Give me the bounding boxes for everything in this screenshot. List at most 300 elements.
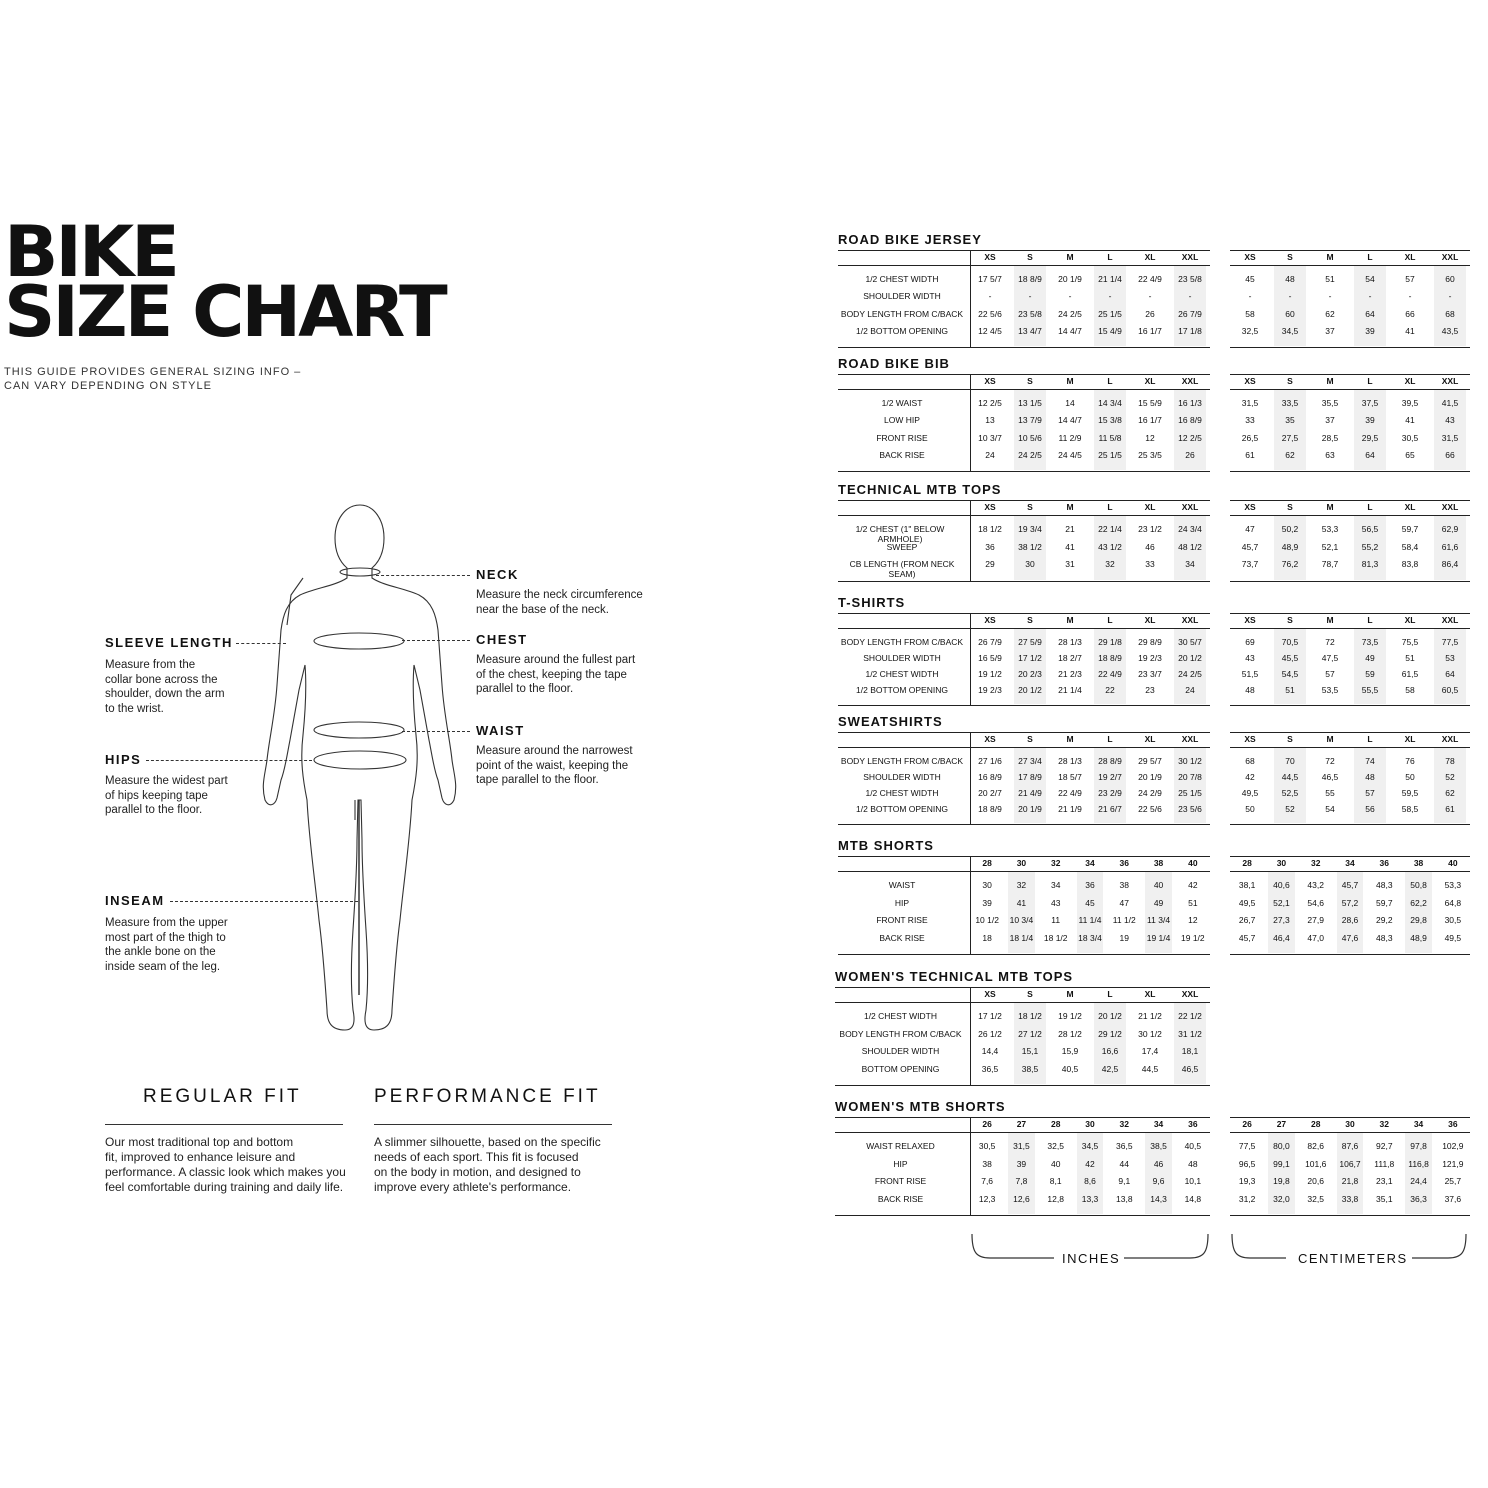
size-header: XXL: [1181, 615, 1199, 625]
table-cell-cm: 96,5: [1238, 1158, 1256, 1169]
table-cell-cm: 45,5: [1281, 653, 1299, 663]
table-rule: [1230, 374, 1470, 375]
table-cell-cm: 27,9: [1307, 915, 1324, 925]
table-cell-cm: 37: [1325, 325, 1335, 336]
table-cell-inches: 24 2/5: [1058, 308, 1082, 319]
table-cell-cm: 57: [1325, 669, 1335, 679]
sleeve-length-description: Measure from the collar bone across the shoulder, down the arm to the wrist.: [105, 659, 225, 715]
table-cell-inches: 16 1/3: [1178, 398, 1202, 408]
table-cell-inches: 17 1/2: [978, 1011, 1002, 1021]
table-cell-cm: 65: [1405, 449, 1415, 460]
waist-label: WAIST: [476, 723, 525, 738]
table-cell-inches: 16 8/9: [978, 772, 1002, 782]
table-cell-inches: 32: [1016, 880, 1027, 890]
table-cell-cm: 50: [1405, 772, 1415, 782]
page-title: [4, 211, 445, 353]
table-cell-inches: 38,5: [1150, 1141, 1167, 1151]
table-rule: [835, 1085, 1210, 1086]
table-cell-cm: 35: [1285, 415, 1295, 426]
table-rule: [1230, 1117, 1470, 1118]
table-cell-inches: 11 2/9: [1058, 432, 1082, 443]
table-row-label: HIP: [894, 897, 910, 908]
subtitle-line-2: CAN VARY DEPENDING ON STYLE: [4, 380, 212, 392]
size-header: 34: [1413, 1119, 1424, 1129]
size-header: 27: [1016, 1119, 1027, 1129]
table-cell-cm: 58,4: [1401, 541, 1419, 552]
size-header: XXL: [1441, 502, 1459, 512]
table-cell-inches: 26 1/2: [978, 1028, 1002, 1039]
table-cell-inches: 18 8/9: [1018, 274, 1042, 284]
table-cell-inches: 38 1/2: [1018, 541, 1042, 552]
table-cell-inches: 42: [1085, 1158, 1095, 1169]
table-cell-inches: 14,3: [1150, 1193, 1167, 1204]
table-rule: [838, 374, 1210, 375]
table-cell-inches: 18 8/9: [1098, 653, 1122, 663]
table-cell-cm: -: [1328, 291, 1332, 302]
table-cell-cm: 73,5: [1361, 637, 1379, 647]
table-cell-inches: 12 2/5: [978, 398, 1002, 408]
table-cell-cm: 59: [1365, 669, 1375, 679]
table-cell-cm: 59,7: [1401, 524, 1419, 534]
table-cell-cm: 101,6: [1305, 1158, 1327, 1169]
table-cell-cm: 55: [1325, 788, 1335, 798]
table-cell-inches: 14 4/7: [1058, 325, 1082, 336]
table-cell-cm: 38,1: [1238, 880, 1256, 890]
table-cell-inches: 19 1/4: [1146, 932, 1171, 943]
table-cell-inches: 10 3/4: [1009, 915, 1034, 925]
table-cell-inches: 23 5/6: [1178, 804, 1202, 814]
size-header: 28: [982, 858, 992, 868]
inseam-label: INSEAM: [105, 893, 165, 908]
table-cell-inches: 22: [1105, 685, 1115, 695]
table-cell-cm: 77,5: [1441, 637, 1459, 647]
table-cell-inches: 21 1/9: [1058, 804, 1082, 814]
table-row-label: 1/2 CHEST WIDTH: [865, 669, 939, 679]
table-cell-inches: 30 5/7: [1178, 637, 1202, 647]
size-header: XL: [1404, 734, 1416, 744]
table-cell-inches: 16 1/7: [1138, 415, 1162, 426]
size-header: M: [1066, 376, 1074, 386]
table-cell-inches: -: [1068, 291, 1072, 302]
table-row-label: FRONT RISE: [874, 1176, 927, 1186]
table-cell-inches: 13 4/7: [1018, 325, 1042, 336]
size-header: 34: [1345, 858, 1355, 868]
size-header: XXL: [1441, 252, 1459, 262]
size-header: L: [1107, 252, 1113, 262]
table-cell-cm: 97,8: [1410, 1141, 1427, 1151]
size-header: 34: [1085, 858, 1095, 868]
table-cell-cm: 57: [1405, 274, 1415, 284]
table-cell-inches: 24: [1185, 685, 1195, 695]
table-cell-inches: 13: [985, 415, 995, 426]
table-cell-inches: 14: [1065, 398, 1075, 408]
table-cell-inches: 36,5: [1116, 1141, 1133, 1151]
table-cell-cm: 66: [1445, 449, 1455, 460]
table-cell-cm: 43: [1445, 415, 1455, 426]
table-cell-inches: 25 3/5: [1138, 449, 1162, 460]
table-cell-inches: 14,4: [981, 1046, 999, 1056]
table-cell-inches: 20 7/8: [1178, 772, 1202, 782]
table-cell-inches: 19 2/3: [1138, 653, 1162, 663]
table-cell-cm: 35,5: [1321, 398, 1339, 408]
table-cell-cm: 43,2: [1307, 880, 1324, 890]
table-cell-inches: 34: [1185, 559, 1195, 569]
table-cell-inches: 9,6: [1152, 1176, 1165, 1186]
table-cell-cm: 80,0: [1273, 1141, 1290, 1151]
table-cell-inches: 20 2/7: [978, 788, 1002, 798]
table-cell-cm: 45,7: [1341, 880, 1359, 890]
table-cell-cm: 51: [1285, 685, 1295, 695]
table-cell-inches: 42: [1188, 880, 1198, 890]
table-cell-inches: 34,5: [1081, 1141, 1099, 1151]
inseam-leader: [170, 901, 358, 902]
table-cell-inches: 48 1/2: [1178, 541, 1202, 552]
table-cell-cm: 63: [1325, 449, 1335, 460]
size-header: 38: [1413, 858, 1424, 868]
neck-leader: [376, 575, 470, 576]
table-cell-cm: 27,5: [1281, 432, 1299, 443]
table-cell-inches: 23 3/7: [1138, 669, 1162, 679]
table-cell-inches: 40: [1153, 880, 1164, 890]
size-header: XXL: [1181, 252, 1199, 262]
table-cell-cm: -: [1288, 291, 1292, 302]
size-header: S: [1287, 252, 1293, 262]
table-cell-cm: 24,4: [1410, 1176, 1427, 1186]
size-header: 28: [1050, 1119, 1061, 1129]
size-header: 36: [1448, 1119, 1458, 1129]
size-header: XXL: [1181, 989, 1199, 999]
table-cell-inches: 22 1/4: [1098, 524, 1122, 534]
table-cell-cm: 49,5: [1241, 788, 1259, 798]
table-cell-cm: 41: [1405, 325, 1415, 336]
table-cell-inches: 22 4/9: [1098, 669, 1122, 679]
table-title: WOMEN'S TECHNICAL MTB TOPS: [835, 969, 1074, 984]
table-cell-cm: 45: [1245, 274, 1255, 284]
size-header: XS: [1244, 502, 1256, 512]
table-cell-inches: 21 4/9: [1018, 788, 1042, 798]
table-cell-inches: 19 1/2: [1058, 1011, 1082, 1021]
table-cell-inches: 31 1/2: [1178, 1028, 1202, 1039]
table-cell-cm: 43: [1245, 653, 1255, 663]
table-cell-inches: 23 2/9: [1098, 788, 1122, 798]
table-cell-inches: 25 1/5: [1098, 449, 1122, 460]
table-cell-cm: 37: [1325, 415, 1335, 426]
hips-leader: [146, 760, 312, 761]
table-cell-inches: 21 1/2: [1138, 1011, 1162, 1021]
table-cell-inches: 22 5/6: [978, 308, 1002, 319]
table-rule: [838, 954, 1210, 955]
table-cell-cm: 31,5: [1241, 398, 1259, 408]
size-header: 30: [1085, 1119, 1095, 1129]
size-header: 40: [1448, 858, 1458, 868]
table-cell-cm: 68: [1245, 756, 1255, 766]
table-cell-cm: 52: [1285, 804, 1295, 814]
table-cell-cm: 33: [1245, 415, 1255, 426]
chest-description: Measure around the fullest part of the chest, keeping the tape parallel to the floor.: [476, 654, 636, 695]
table-cell-inches: 20 1/9: [1138, 772, 1162, 782]
table-cell-inches: 23 5/8: [1018, 308, 1042, 319]
table-cell-cm: 55,2: [1361, 541, 1379, 552]
table-rule: [838, 613, 1210, 614]
table-cell-cm: 62: [1445, 788, 1455, 798]
table-cell-cm: 87,6: [1341, 1141, 1359, 1151]
table-cell-inches: 14 3/4: [1098, 398, 1122, 408]
size-header: XS: [984, 615, 996, 625]
table-cell-inches: 24: [985, 449, 995, 460]
table-cell-inches: 18 1/2: [1018, 1011, 1042, 1021]
table-cell-inches: 15 5/9: [1138, 398, 1162, 408]
table-cell-cm: 37,5: [1361, 398, 1379, 408]
table-cell-inches: 34: [1050, 880, 1061, 890]
table-cell-cm: 48: [1365, 772, 1375, 782]
size-header: M: [1326, 252, 1334, 262]
table-cell-inches: 30 1/2: [1138, 1028, 1162, 1039]
table-cell-cm: 92,7: [1376, 1141, 1393, 1151]
table-cell-cm: 26,7: [1238, 915, 1256, 925]
table-cell-cm: 60: [1285, 308, 1295, 319]
table-cell-inches: 29 5/7: [1138, 756, 1162, 766]
size-header: XS: [984, 734, 996, 744]
table-cell-cm: 32,0: [1273, 1193, 1290, 1204]
table-cell-inches: 44: [1119, 1158, 1130, 1169]
table-cell-inches: 29 1/8: [1098, 637, 1122, 647]
table-cell-cm: 54: [1325, 804, 1335, 814]
table-cell-cm: 61: [1445, 804, 1455, 814]
table-cell-cm: 28,5: [1321, 432, 1339, 443]
table-cell-inches: 12: [1145, 432, 1155, 443]
table-cell-inches: 21 2/3: [1058, 669, 1082, 679]
table-cell-inches: 39: [1016, 1158, 1027, 1169]
table-cell-cm: 83,8: [1401, 559, 1419, 569]
table-cell-inches: 18: [982, 932, 992, 943]
table-cell-cm: 58: [1245, 308, 1255, 319]
table-cell-cm: 51,5: [1241, 669, 1259, 679]
table-cell-cm: 51: [1405, 653, 1415, 663]
table-rule: [838, 471, 1210, 472]
table-cell-inches: 21 1/4: [1098, 274, 1122, 284]
table-cell-cm: 53,5: [1321, 685, 1339, 695]
table-rule: [838, 705, 1210, 706]
table-cell-inches: 31: [1065, 559, 1075, 569]
table-cell-inches: 19 1/2: [1181, 932, 1205, 943]
table-cell-inches: 49: [1153, 897, 1164, 908]
table-cell-inches: 15,9: [1061, 1046, 1079, 1056]
table-rule: [835, 1117, 1210, 1118]
table-cell-inches: -: [988, 291, 992, 302]
table-cell-inches: 44,5: [1141, 1063, 1159, 1074]
table-cell-inches: 26 7/9: [978, 637, 1002, 647]
size-header: L: [1367, 502, 1373, 512]
size-header: M: [1066, 252, 1074, 262]
size-header: XL: [1404, 502, 1416, 512]
size-header: 32: [1050, 858, 1061, 868]
table-cell-inches: 11 5/8: [1098, 432, 1122, 443]
table-cell-cm: 44,5: [1281, 772, 1299, 782]
table-cell-cm: 81,3: [1361, 559, 1379, 569]
table-row-label: 1/2 CHEST WIDTH: [865, 788, 939, 798]
sleeve-length-leader: [236, 643, 286, 644]
table-cell-cm: 48: [1245, 685, 1255, 695]
table-row-label: FRONT RISE: [876, 432, 928, 443]
table-cell-inches: 29: [985, 559, 995, 569]
table-cell-cm: 54,6: [1307, 897, 1324, 908]
table-cell-inches: 27 1/2: [1018, 1028, 1042, 1039]
table-row-label: 1/2 CHEST WIDTH: [865, 274, 939, 284]
table-cell-cm: 50,2: [1281, 524, 1299, 534]
table-cell-inches: 16,6: [1101, 1046, 1119, 1056]
table-title: WOMEN'S MTB SHORTS: [835, 1099, 1006, 1114]
table-cell-inches: 40: [1050, 1158, 1061, 1169]
table-cell-cm: 42: [1245, 772, 1255, 782]
table-cell-cm: 57: [1365, 788, 1375, 798]
table-cell-cm: -: [1448, 291, 1452, 302]
table-cell-cm: 47,0: [1307, 932, 1324, 943]
size-header: S: [1287, 376, 1293, 386]
table-cell-cm: 48,3: [1376, 880, 1393, 890]
table-cell-cm: 39: [1365, 415, 1375, 426]
size-header: L: [1107, 502, 1113, 512]
table-cell-inches: 28 1/3: [1058, 756, 1082, 766]
table-cell-inches: 9,1: [1118, 1176, 1131, 1186]
table-cell-inches: 39: [982, 897, 992, 908]
table-cell-cm: 76: [1405, 756, 1415, 766]
table-cell-cm: 47: [1245, 524, 1255, 534]
table-row-label: 1/2 BOTTOM OPENING: [856, 685, 948, 695]
table-rule: [1230, 250, 1470, 251]
table-cell-cm: 53,3: [1321, 524, 1339, 534]
table-cell-inches: 19 2/3: [978, 685, 1002, 695]
size-header: XXL: [1441, 734, 1459, 744]
size-header: XL: [1144, 615, 1156, 625]
size-header: XL: [1404, 252, 1416, 262]
table-cell-cm: 64,8: [1444, 897, 1462, 908]
table-cell-inches: 11 1/4: [1078, 915, 1102, 925]
table-cell-inches: 20 2/3: [1018, 669, 1042, 679]
table-cell-cm: 56,5: [1361, 524, 1379, 534]
table-rule: [838, 581, 1210, 582]
size-header: XL: [1404, 376, 1416, 386]
table-cell-inches: 25 1/5: [1098, 308, 1122, 319]
table-cell-inches: 22 4/9: [1058, 788, 1082, 798]
table-cell-inches: 43 1/2: [1098, 541, 1122, 552]
size-header: XL: [1144, 376, 1156, 386]
table-cell-inches: -: [1188, 291, 1192, 302]
table-cell-inches: 28 1/3: [1058, 637, 1082, 647]
table-title: MTB SHORTS: [838, 838, 934, 853]
table-cell-cm: 102,9: [1442, 1141, 1464, 1151]
table-cell-inches: 21 1/4: [1058, 685, 1082, 695]
table-cell-cm: 32,5: [1241, 325, 1259, 336]
table-cell-cm: -: [1248, 291, 1252, 302]
table-cell-inches: 13,8: [1116, 1193, 1133, 1204]
table-cell-inches: 25 1/5: [1178, 788, 1202, 798]
size-header: L: [1367, 615, 1373, 625]
table-cell-cm: 72: [1325, 637, 1335, 647]
table-cell-inches: 7,6: [981, 1176, 994, 1186]
table-cell-cm: 106,7: [1339, 1158, 1361, 1169]
size-header: M: [1066, 502, 1074, 512]
table-cell-cm: 50,8: [1410, 880, 1427, 890]
table-cell-cm: 27,3: [1273, 915, 1290, 925]
table-row-label: WAIST: [888, 880, 916, 890]
table-cell-inches: 27 5/9: [1018, 637, 1042, 647]
table-cell-inches: 21: [1065, 524, 1075, 534]
table-row-label: SHOULDER WIDTH: [861, 1046, 940, 1056]
table-cell-inches: 12: [1188, 915, 1198, 925]
table-cell-cm: 30,5: [1444, 915, 1462, 925]
table-cell-cm: 54,5: [1281, 669, 1299, 679]
table-cell-inches: 18 5/7: [1058, 772, 1082, 782]
table-cell-inches: 16 1/7: [1138, 325, 1162, 336]
table-cell-cm: -: [1368, 291, 1372, 302]
size-header: XS: [1244, 376, 1256, 386]
table-cell-inches: 36,5: [981, 1063, 999, 1074]
table-cell-inches: 32: [1105, 559, 1115, 569]
table-cell-cm: 64: [1445, 669, 1455, 679]
table-cell-inches: -: [1028, 291, 1032, 302]
size-header: M: [1326, 734, 1334, 744]
table-cell-cm: 48,9: [1410, 932, 1427, 943]
size-header: S: [1027, 734, 1033, 744]
table-row-label: BOTTOM OPENING: [861, 1063, 940, 1074]
size-header: XS: [1244, 252, 1256, 262]
table-cell-cm: 52,1: [1273, 897, 1290, 908]
title-line-1: BIKE: [4, 211, 177, 293]
size-header: XL: [1144, 989, 1156, 999]
table-cell-cm: 70: [1285, 756, 1295, 766]
table-cell-inches: 22 1/2: [1178, 1011, 1202, 1021]
table-cell-cm: 35,1: [1376, 1193, 1393, 1204]
table-cell-inches: 18,1: [1181, 1046, 1199, 1056]
table-cell-inches: 20 1/2: [1178, 653, 1202, 663]
table-rule: [1230, 500, 1470, 501]
table-cell-cm: 72: [1325, 756, 1335, 766]
table-cell-cm: 20,6: [1307, 1176, 1324, 1186]
subtitle-line-1: THIS GUIDE PROVIDES GENERAL SIZING INFO –: [4, 366, 302, 378]
table-cell-cm: 41,5: [1441, 398, 1459, 408]
sleeve-length-label: SLEEVE LENGTH: [105, 635, 233, 650]
table-cell-inches: 36: [985, 541, 995, 552]
table-cell-cm: 78,7: [1321, 559, 1339, 569]
table-row-label: 1/2 BOTTOM OPENING: [856, 325, 948, 336]
table-rule: [1230, 824, 1470, 825]
table-cell-inches: 29 8/9: [1138, 637, 1162, 647]
table-cell-cm: 55,5: [1361, 685, 1379, 695]
table-cell-cm: 21,8: [1341, 1176, 1359, 1186]
table-cell-inches: 30 1/2: [1178, 756, 1202, 766]
table-cell-inches: 27 1/6: [978, 756, 1002, 766]
table-title: T-SHIRTS: [838, 595, 906, 610]
size-header: XXL: [1181, 734, 1199, 744]
table-cell-inches: 30,5: [978, 1141, 996, 1151]
size-header: XS: [984, 502, 996, 512]
table-cell-cm: 40,6: [1273, 880, 1290, 890]
table-row-label: WAIST RELAXED: [866, 1141, 935, 1151]
table-cell-inches: 48: [1188, 1158, 1198, 1169]
neck-description: Measure the neck circumference near the base of the neck.: [476, 589, 643, 616]
size-header: 28: [1242, 858, 1252, 868]
table-cell-cm: 99,1: [1273, 1158, 1290, 1169]
table-cell-cm: 60,5: [1441, 685, 1459, 695]
table-rule: [835, 987, 1210, 988]
table-title: ROAD BIKE JERSEY: [838, 232, 982, 247]
table-cell-inches: 38: [982, 1158, 992, 1169]
table-cell-cm: 52: [1445, 772, 1455, 782]
table-cell-inches: 38: [1119, 880, 1130, 890]
size-header: 34: [1153, 1119, 1164, 1129]
size-header: M: [1326, 615, 1334, 625]
size-header: M: [1066, 734, 1074, 744]
